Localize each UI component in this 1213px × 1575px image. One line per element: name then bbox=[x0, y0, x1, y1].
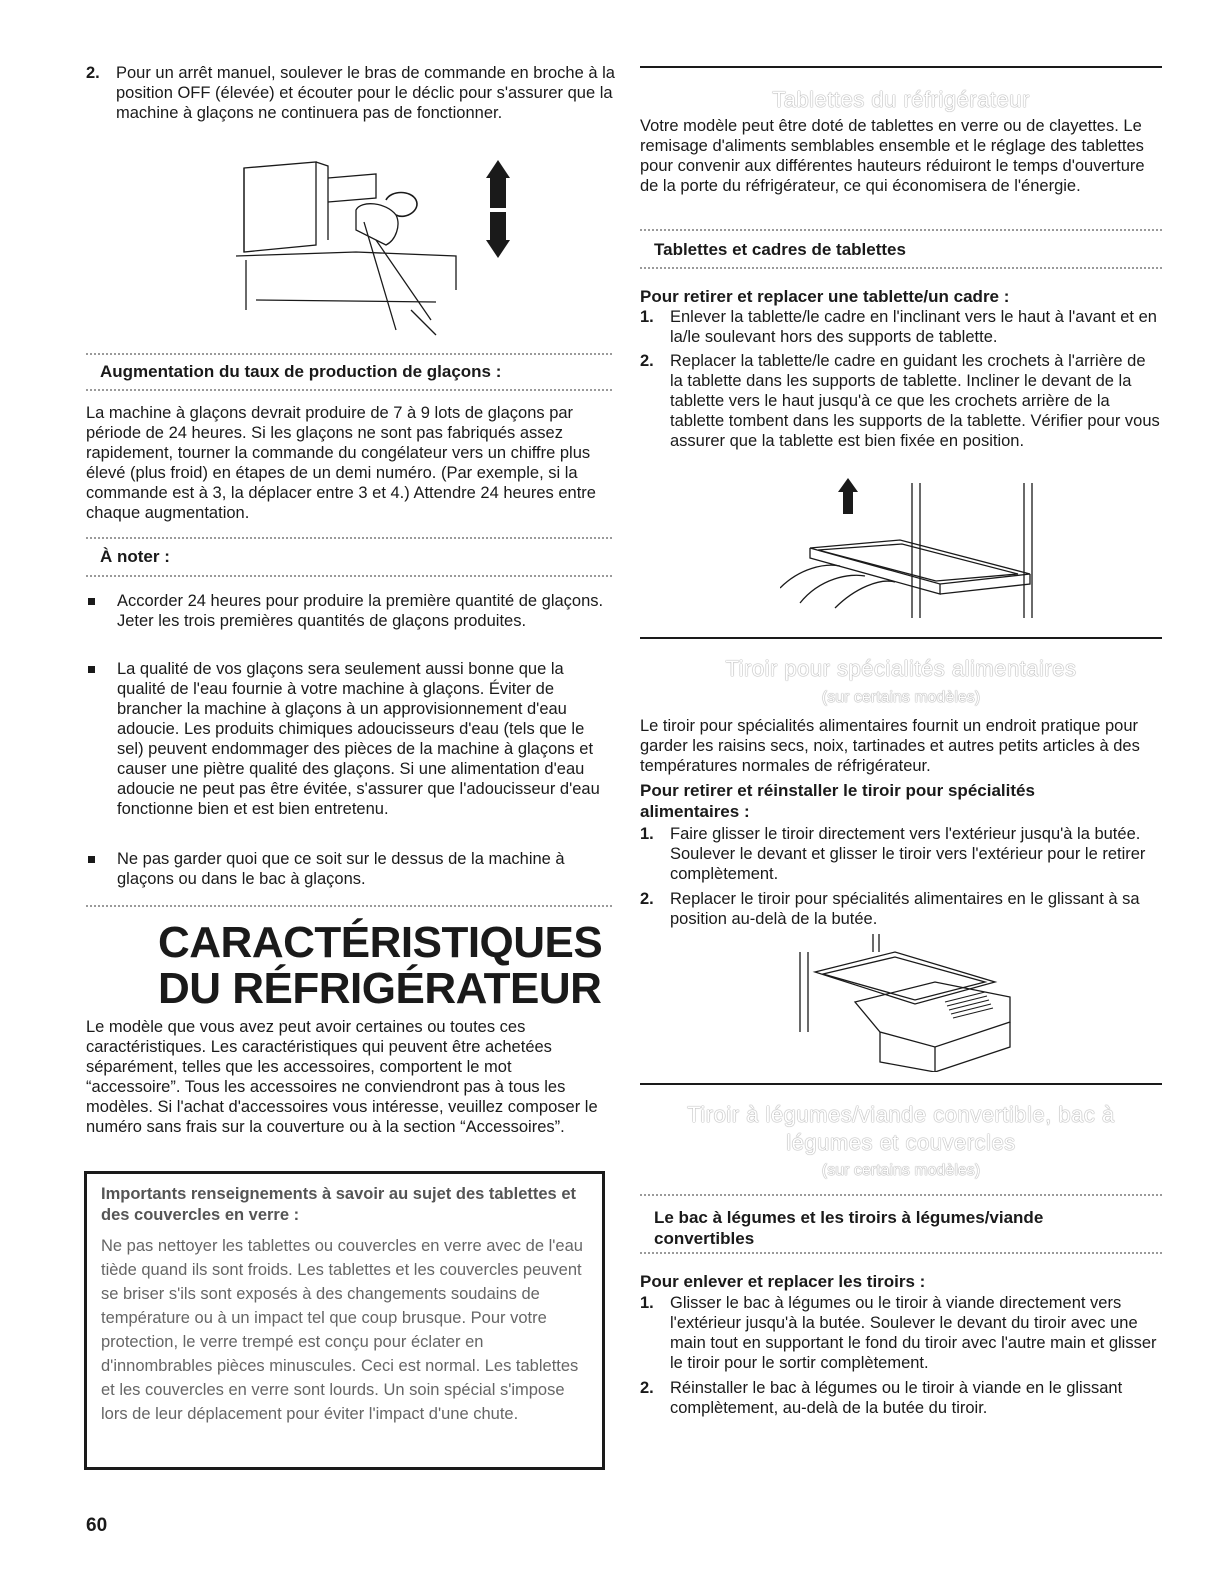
crisper-title: Tiroir à légumes/viande convertible, bac à légumes et couvercles bbox=[687, 1102, 1115, 1155]
dotted-divider bbox=[640, 267, 1162, 269]
remove-shelf-heading: Pour retirer et replacer une tablette/un cadre : bbox=[640, 287, 1010, 306]
crisper-heading: Le bac à légumes et les tiroirs à légumes/viande convertibles bbox=[654, 1208, 1044, 1248]
warning-heading: Importants renseignements à savoir au sujet des tablettes et des couvercles en verre : bbox=[101, 1185, 576, 1224]
shelves-intro: Votre modèle peut être doté de tablettes en verre ou de clayettes. Le remisage d'aliments semblables ensemble et le réglage des tablettes pour convenir aux différentes hauteurs réduiront le temps d'ouverture de la porte du réfrigérateur, ce qui économisera de l'énergie. bbox=[640, 117, 1145, 195]
crisper-step: 1. Glisser le bac à légumes ou le tiroir à viande directement vers l'extérieur jusqu'à la butée. Soulever le devant du tiroir avec une main tout en supportant le fond du tiroir avec l'autre main et glisser le tiroir pour le sortir complètement. bbox=[640, 1294, 1157, 1372]
drawer-step: 1. Faire glisser le tiroir directement vers l'extérieur jusqu'à la butée. Soulever le devant et glisser le tiroir vers l'extérieur pour le retirer complètement. bbox=[640, 825, 1146, 883]
dotted-divider bbox=[86, 575, 612, 577]
section-rule bbox=[640, 66, 1162, 68]
ice-maker-illustration bbox=[236, 160, 536, 345]
drawer-title: Tiroir pour spécialités alimentaires bbox=[725, 656, 1077, 681]
shelf-step: 2. Replacer la tablette/le cadre en guidant les crochets à l'arrière de la tablette dans les supports de tablette. Incliner le devant de la tablette vers le haut jusqu'à ce que les crochets arrière de la tablette tombent dans les supports de la tablette. Vérifier pour vous assurer que la tablette est bien fixée en position. bbox=[640, 352, 1160, 450]
drawer-step: 2. Replacer le tiroir pour spécialités alimentaires en le glissant à sa position au-delà de la butée. bbox=[640, 890, 1140, 928]
remove-drawers-heading: Pour enlever et replacer les tiroirs : bbox=[640, 1272, 926, 1291]
dotted-divider bbox=[86, 389, 612, 391]
list-item: Accorder 24 heures pour produire la première quantité de glaçons. Jeter les trois premières quantités de glaçons produites. bbox=[86, 591, 611, 631]
glass-warning-box bbox=[84, 1171, 605, 1470]
increase-heading: Augmentation du taux de production de glaçons : bbox=[100, 362, 502, 381]
up-arrow-icon bbox=[838, 478, 858, 514]
ice-shutoff-step bbox=[86, 63, 616, 123]
drawer-illustration bbox=[795, 932, 1025, 1072]
drawer-intro: Le tiroir pour spécialités alimentaires fournit un endroit pratique pour garder les raisins secs, noix, tartinades et autres petits articles à des températures normales de réfrigérateur. bbox=[640, 717, 1140, 775]
bullet-icon bbox=[88, 598, 95, 605]
dotted-divider bbox=[640, 229, 1162, 231]
list-item: Ne pas garder quoi que ce soit sur le dessus de la machine à glaçons ou dans le bac à glaçons. bbox=[86, 849, 611, 889]
up-down-arrows-icon bbox=[486, 160, 510, 258]
note-heading: À noter : bbox=[100, 547, 170, 566]
section-rule bbox=[640, 1083, 1162, 1085]
drawer-subtitle: (sur certains modèles) bbox=[821, 689, 981, 706]
warning-text: Ne pas nettoyer les tablettes ou couvercles en verre avec de l'eau tiède quand ils sont froids. Les tablettes et les couvercles peuvent se briser s'ils sont exposés à des changements soudains de température ou à un impact tel que coup brusque. Pour votre protection, le verre trempé est conçu pour éclater en d'innombrables pièces minuscules. Ceci est normal. Les tablettes et les couvercles en verre sont lourds. Un soin spécial s'impose lors de leur déplacement pour éviter l'impact d'une chute. bbox=[101, 1237, 583, 1423]
dotted-divider bbox=[640, 1252, 1162, 1254]
bullet-icon bbox=[88, 856, 95, 863]
dotted-divider bbox=[86, 353, 612, 355]
dotted-divider bbox=[86, 905, 612, 907]
vent-grille-icon bbox=[945, 992, 993, 1018]
bullet-icon bbox=[88, 666, 95, 673]
step-number: 2. bbox=[86, 64, 100, 82]
features-intro: Le modèle que vous avez peut avoir certaines ou toutes ces caractéristiques. Les caractéristiques qui peuvent être achetées séparément, telles que les accessoires, comportent le mot “accessoire”. Tous les accessoires ne conviendront pas à tous les modèles. Si l'achat d'accessoires vous intéresse, veuillez composer le numéro sans frais sur la couverture ou à la section “Accessoires”. bbox=[86, 1018, 598, 1136]
section-rule bbox=[640, 637, 1162, 639]
frames-heading: Tablettes et cadres de tablettes bbox=[654, 240, 906, 259]
list-item: La qualité de vos glaçons sera seulement aussi bonne que la qualité de l'eau fournie à votre machine à glaçons. Éviter de brancher la machine à glaçons à un approvisionnement d'eau adoucie. Les produits chimiques adoucisseurs d'eau (tels que le sel) peuvent endommager des pièces de la machine à glaçons et causer une piètre qualité des glaçons. Si une alimentation d'eau adoucie ne peut pas être évitée, s'assurer que l'adoucisseur d'eau fonctionne bien et est bien entretenu. bbox=[86, 659, 611, 819]
increase-paragraph: La machine à glaçons devrait produire de 7 à 9 lots de glaçons par période de 24 heures. Si les glaçons ne sont pas fabriqués assez rapidement, tourner la commande du congélateur vers un chiffre plus élevé (plus froid) en étapes de un demi numéro. (Par exemple, si la commande est à 3, la déplacer entre 3 et 4.) Attendre 24 heures entre chaque augmentation. bbox=[86, 404, 596, 522]
dotted-divider bbox=[86, 537, 612, 539]
shelves-title: Tablettes du réfrigérateur bbox=[772, 87, 1030, 112]
dotted-divider bbox=[640, 1194, 1162, 1196]
page-number: 60 bbox=[86, 1515, 108, 1536]
drawer-heading: Pour retirer et réinstaller le tiroir pour spécialités alimentaires : bbox=[640, 781, 1035, 821]
shelf-illustration bbox=[780, 478, 1040, 623]
crisper-step: 2. Réinstaller le bac à légumes ou le tiroir à viande en le glissant complètement, au-delà de la butée du tiroir. bbox=[640, 1379, 1123, 1417]
step-text: Pour un arrêt manuel, soulever le bras de commande en broche à la position OFF (élevée) et écouter pour le déclic pour s'assurer que la machine à glaçons ne continuera pas de fonctionner. bbox=[116, 64, 615, 122]
section-title: CARACTÉRISTIQUES DU RÉFRIGÉRATEUR bbox=[158, 918, 603, 1013]
shelf-step: 1. Enlever la tablette/le cadre en l'inclinant vers le haut à l'avant et en la/le soulevant hors des supports de tablette. bbox=[640, 308, 1157, 346]
crisper-subtitle: (sur certains modèles) bbox=[821, 1162, 981, 1179]
